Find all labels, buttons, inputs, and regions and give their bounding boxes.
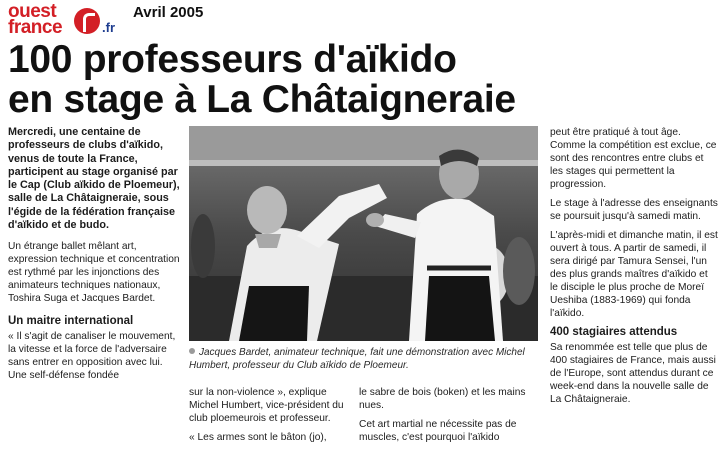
article-paragraph: sur la non-violence », explique Michel Humbert, vice-président du club ploemeurois et professeur. <box>189 387 344 424</box>
photo-illustration <box>189 126 538 341</box>
article-paragraph: « Les armes sont le bâton (jo), <box>189 432 327 443</box>
headline-line-1: 100 professeurs d'aïkido <box>8 38 457 81</box>
article-column-3 <box>359 386 531 450</box>
article-paragraph: le sabre de bois (boken) et les mains nues. <box>359 387 526 411</box>
caption-bullet-icon <box>189 348 195 354</box>
logo-domain-suffix: .fr <box>102 20 115 35</box>
article-paragraph: peut être pratiqué à tout âge. Comme la compétition est exclue, ce sont des rencontres entre clubs et les stages qui permettent la progression. <box>550 127 717 190</box>
article-column-1 <box>8 126 182 388</box>
headline-line-2: en stage à La Châtaigneraie <box>8 78 516 121</box>
article-subhead: 400 stagiaires attendus <box>550 326 678 338</box>
article-column-2 <box>189 386 351 450</box>
ouest-france-logo <box>8 2 118 42</box>
article-lead: Mercredi, une centaine de professeurs de clubs d'aïkido, venus de toute la France, participent au stage organisé par le Cap (Club aïkido de Ploemeur), salle de La Châtaigneraie, sous l'égide de la fédération française d'aïkido et de budo. <box>8 126 180 232</box>
article-paragraph: Cet art martial ne nécessite pas de muscles, c'est pourquoi l'aïkido <box>359 419 517 443</box>
article-paragraph: Un étrange ballet mêlant art, expression technique et concentration est rythmé par les injonctions des animateurs techniques nationaux, Toshira Suga et Jacques Bardet. <box>8 241 180 305</box>
photo-caption-text: Jacques Bardet, animateur technique, fait une démonstration avec Michel Humbert, professeur du Club aïkido de Ploemeur. <box>189 347 525 371</box>
headline <box>8 40 720 120</box>
logo-emblem-icon <box>74 8 100 34</box>
aikido-demonstration-photo <box>189 126 538 341</box>
logo-word-ouest: ouest <box>8 1 57 22</box>
article-paragraph: « Il s'agit de canaliser le mouvement, la vitesse et la force de l'adversaire sans entrer en opposition avec lui. Une self-défense fondée <box>8 331 176 382</box>
article-paragraph: Le stage à l'adresse des enseignants se poursuit jusqu'à samedi matin. <box>550 198 718 222</box>
article-subhead: Un maitre international <box>8 315 134 328</box>
article-column-4 <box>550 126 718 412</box>
photo-caption <box>189 346 538 372</box>
issue-date: Avril 2005 <box>133 4 204 21</box>
article-paragraph: L'après-midi et dimanche matin, il est ouvert à tous. A partir de samedi, il sera dirigé par Tamura Sensei, l'un des plus grands maîtres d'aïkido et le disciple le plus proche de Moreï Ueshiba (1883-1969) qui fonda l'aïkido. <box>550 230 718 319</box>
logo-word-france: france <box>8 17 63 38</box>
article-paragraph: Sa renommée est telle que plus de 400 stagiaires de France, mais aussi de l'Europe, sont attendus durant ce week-end dans la nouvelle salle de La Châtaigneraie. <box>550 342 716 405</box>
